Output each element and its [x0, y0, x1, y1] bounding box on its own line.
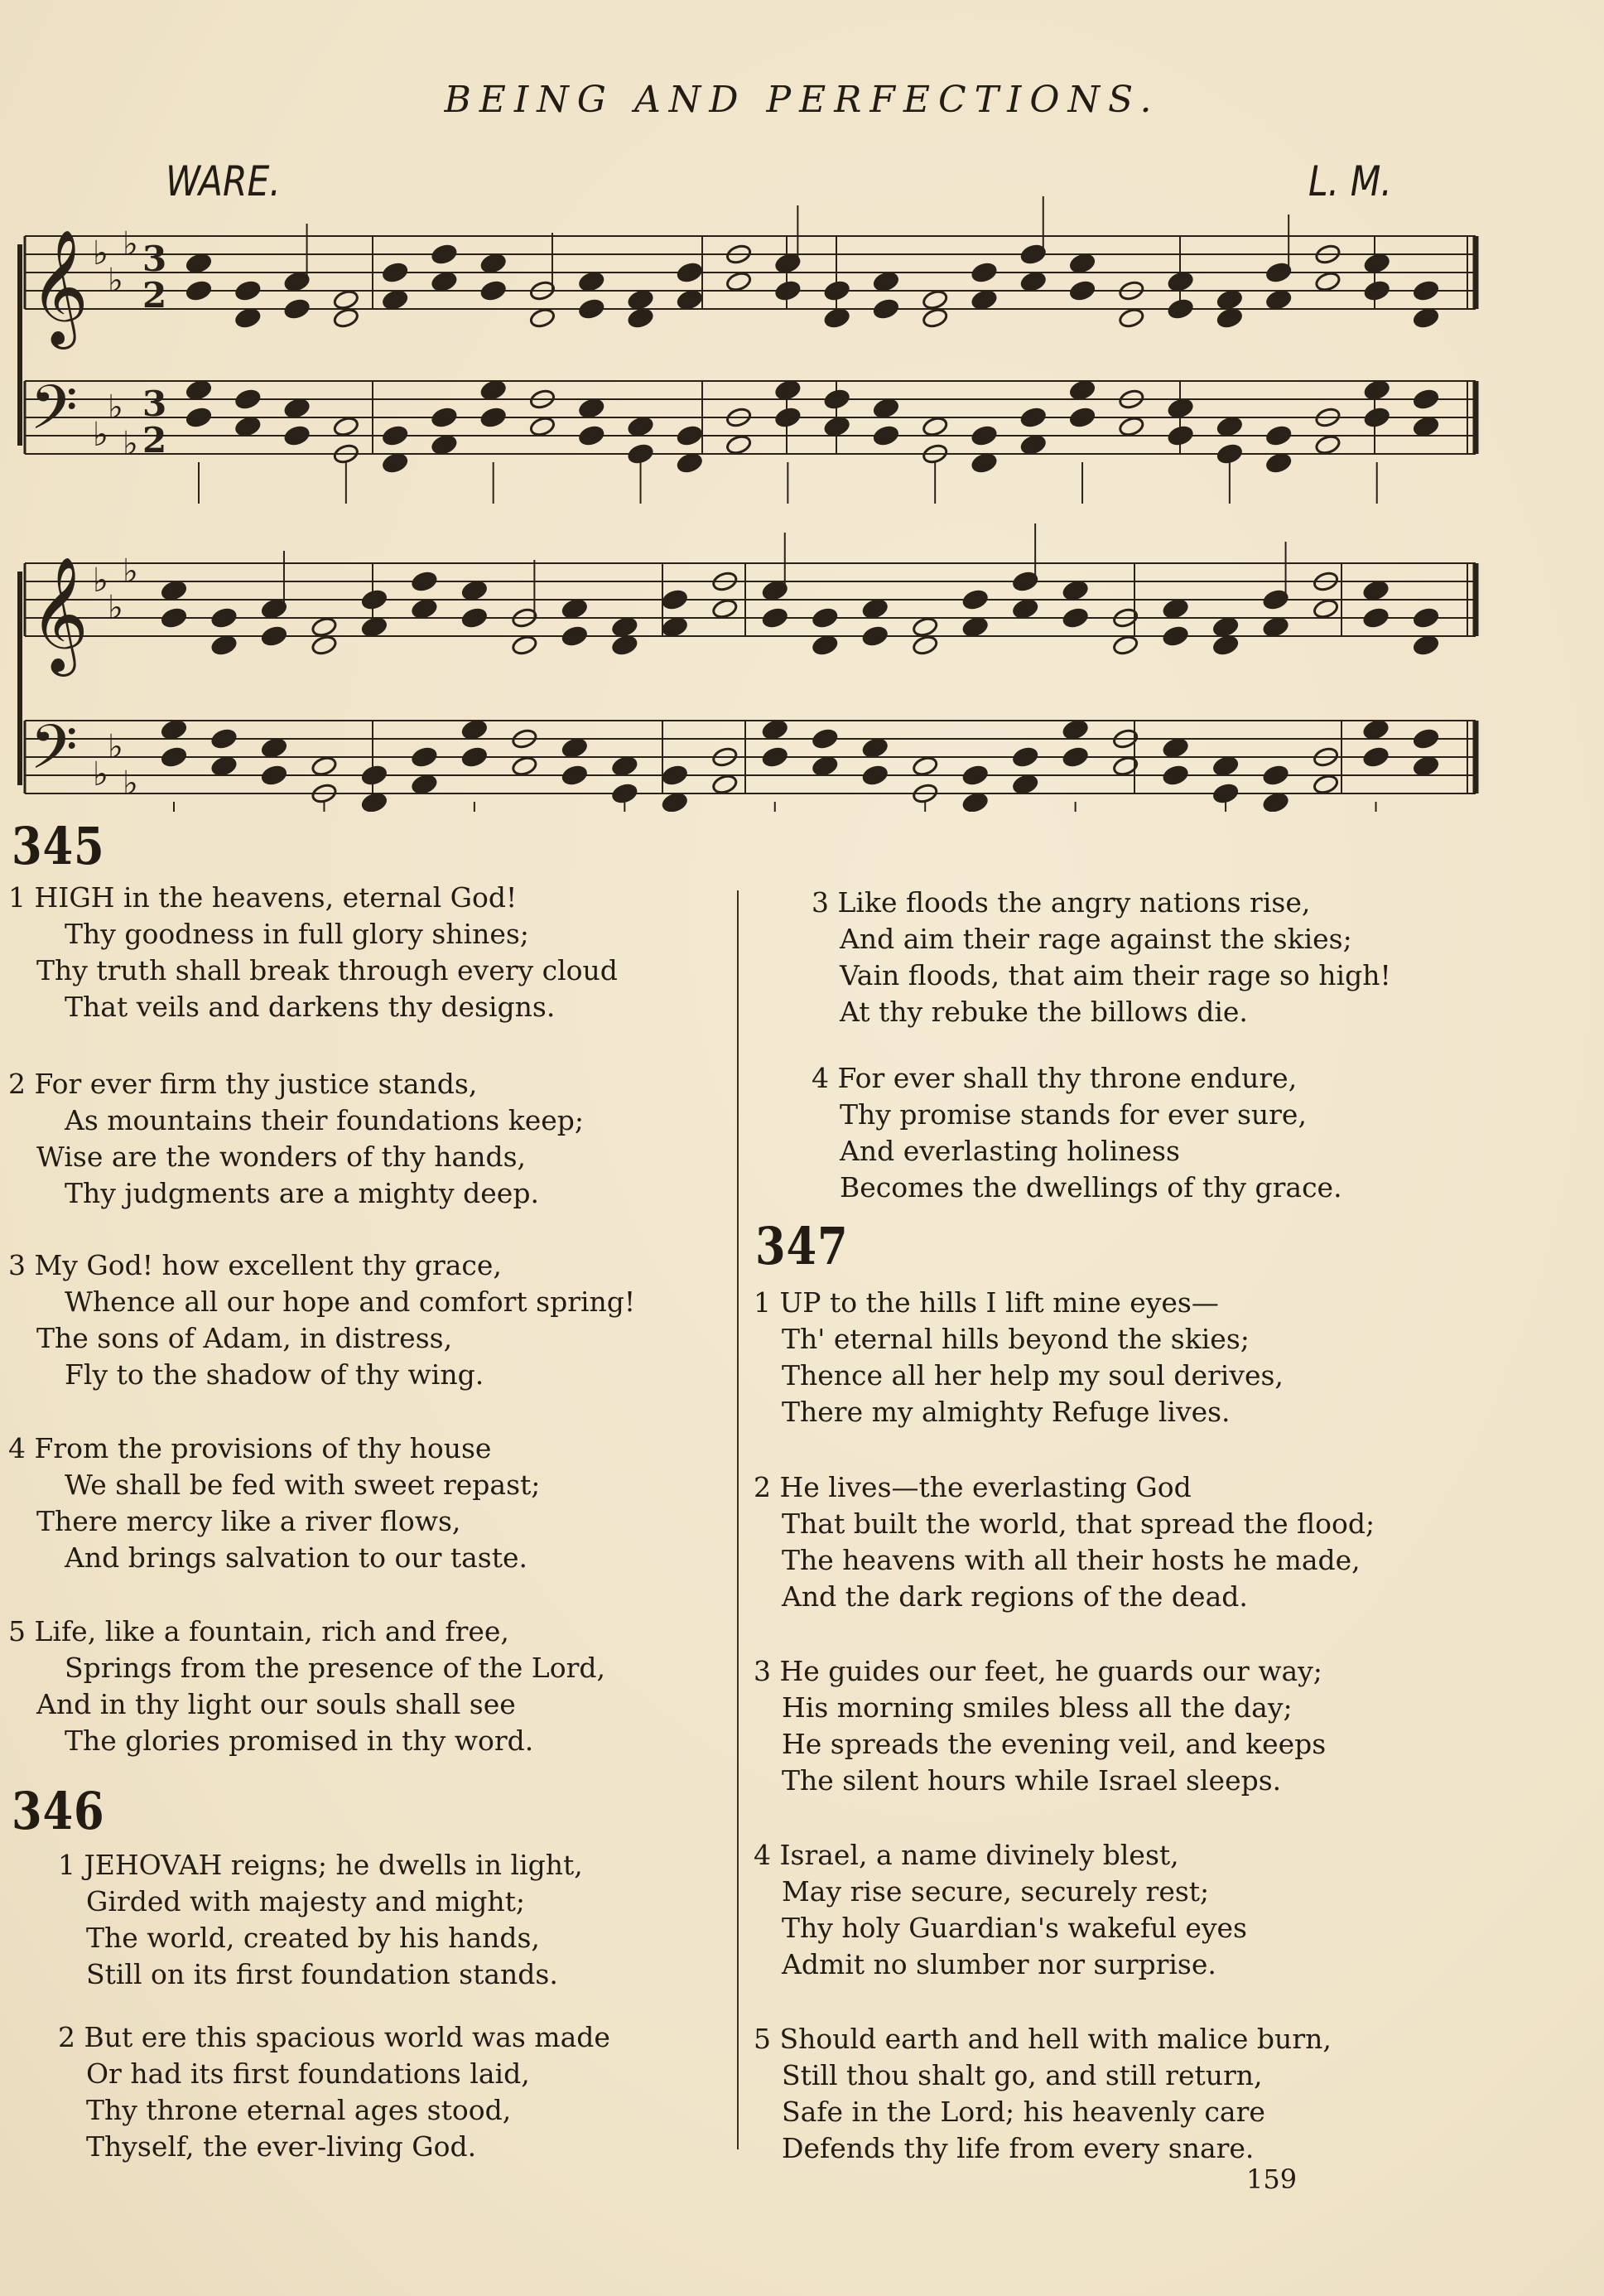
- treble-clef-icon: 𝄞: [30, 557, 89, 672]
- note-head: [1212, 634, 1239, 656]
- hymn-number-346: 346: [12, 1781, 105, 1841]
- stanza-number: 4: [8, 1432, 26, 1464]
- stanza-line: He lives—the everlasting God: [779, 1471, 1192, 1503]
- stanza-line: Thy truth shall break through every cloud: [36, 954, 618, 986]
- stanza-line: He guides our feet, he guards our way;: [779, 1655, 1322, 1687]
- flat-icon: ♭: [123, 552, 138, 591]
- note-head: [1162, 598, 1188, 620]
- hymn-number-345: 345: [12, 816, 105, 876]
- note-head: [479, 407, 506, 428]
- note-head: [1363, 280, 1390, 301]
- note-head: [333, 289, 359, 311]
- note-head: [922, 289, 948, 311]
- stanza-line: At thy rebuke the billows die.: [840, 996, 1248, 1028]
- note-head: [1162, 765, 1188, 786]
- stanza-line: Wise are the wonders of thy hands,: [36, 1141, 527, 1173]
- note-head: [823, 307, 850, 329]
- stanza-line: The heavens with all their hosts he made,: [782, 1544, 1361, 1576]
- note-head: [1062, 746, 1088, 768]
- note-head: [578, 425, 605, 446]
- note-head: [234, 280, 261, 301]
- stanza: [8, 1066, 584, 1212]
- note-head: [1167, 425, 1193, 446]
- stanza-line: As mountains their foundations keep;: [65, 1104, 584, 1136]
- note-head: [1012, 746, 1038, 768]
- flat-icon: ♭: [108, 262, 123, 300]
- note-head: [762, 607, 788, 629]
- note-head: [1162, 737, 1188, 759]
- note-head: [1069, 379, 1096, 401]
- stanza-line: Israel, a name divinely blest,: [779, 1839, 1179, 1871]
- note-head: [1413, 307, 1439, 329]
- stanza-line: That built the world, that spread the flood;: [782, 1507, 1375, 1540]
- note-head: [431, 271, 457, 292]
- flat-icon: ♭: [123, 225, 138, 263]
- stanza-line: Thence all her help my soul derives,: [782, 1359, 1284, 1392]
- stanza-line: UP to the hills I lift mine eyes—: [779, 1286, 1219, 1319]
- note-head: [662, 589, 688, 610]
- note-head: [971, 262, 997, 283]
- note-head: [411, 598, 437, 620]
- note-head: [461, 746, 488, 768]
- note-head: [1362, 580, 1389, 601]
- note-head: [823, 388, 850, 410]
- stanza-line: And brings salvation to our taste.: [65, 1541, 528, 1574]
- note-head: [662, 792, 688, 812]
- note-head: [161, 607, 187, 629]
- stanza-line: And aim their rage against the skies;: [840, 923, 1352, 955]
- stanza-line: Thy holy Guardian's wakeful eyes: [782, 1912, 1247, 1944]
- stanza-line: Thy judgments are a mighty deep.: [65, 1177, 539, 1209]
- time-signature-top: 3: [142, 383, 167, 424]
- flat-icon: ♭: [108, 728, 123, 766]
- stanza-line: Springs from the presence of the Lord,: [65, 1652, 605, 1684]
- note-head: [611, 616, 638, 638]
- stanza: [8, 1613, 605, 1759]
- stanza-line: The glories promised in thy word.: [65, 1724, 534, 1757]
- note-head: [1265, 289, 1292, 311]
- note-head: [1313, 774, 1339, 795]
- note-head: [873, 425, 899, 446]
- stanza: [754, 1469, 1375, 1615]
- stanza-line: For ever shall thy throne endure,: [837, 1062, 1298, 1094]
- note-head: [1118, 307, 1144, 329]
- note-head: [1069, 253, 1096, 274]
- note-head: [611, 783, 638, 804]
- note-head: [411, 571, 437, 592]
- note-head: [774, 407, 801, 428]
- note-head: [461, 580, 488, 601]
- stanza-line: Defends thy life from every snare.: [782, 2132, 1255, 2164]
- note-head: [1413, 416, 1439, 437]
- stanza-line: His morning smiles bless all the day;: [782, 1691, 1293, 1724]
- stanza-line: The world, created by his hands,: [86, 1922, 540, 1954]
- page-number: 159: [1246, 2163, 1298, 2195]
- flat-icon: ♭: [108, 589, 123, 627]
- stanza-number: 5: [754, 2023, 771, 2055]
- flat-icon: ♭: [93, 234, 108, 273]
- note-head: [861, 625, 888, 647]
- note-head: [774, 280, 801, 301]
- flat-icon: ♭: [93, 416, 108, 454]
- stanza-number: 2: [754, 1471, 771, 1503]
- note-head: [185, 379, 212, 401]
- note-head: [283, 425, 310, 446]
- note-head: [1062, 580, 1088, 601]
- note-head: [382, 425, 408, 446]
- note-head: [210, 634, 237, 656]
- note-head: [725, 271, 752, 292]
- stanza: [754, 1285, 1284, 1430]
- note-head: [961, 616, 988, 638]
- note-head: [1313, 598, 1339, 620]
- note-head: [1162, 625, 1188, 647]
- note-head: [611, 634, 638, 656]
- stanza-line: For ever firm thy justice stands,: [34, 1068, 478, 1100]
- note-head: [234, 388, 261, 410]
- note-head: [561, 598, 588, 620]
- stanza: [8, 1430, 540, 1576]
- stanza-line: And in thy light our souls shall see: [36, 1688, 516, 1720]
- flat-icon: ♭: [108, 388, 123, 427]
- note-head: [479, 253, 506, 274]
- column-divider: [737, 890, 739, 2149]
- stanza-line: Thy throne eternal ages stood,: [86, 2094, 512, 2126]
- note-head: [431, 244, 457, 265]
- stanza-line: Admit no slumber nor surprise.: [782, 1948, 1216, 1980]
- stanza-line: He spreads the evening veil, and keeps: [782, 1728, 1327, 1760]
- stanza-line: And everlasting holiness: [840, 1135, 1180, 1167]
- note-head: [1314, 271, 1341, 292]
- stanza: [754, 2021, 1332, 2167]
- note-head: [161, 719, 187, 740]
- stanza-line: Th' eternal hills beyond the skies;: [782, 1323, 1250, 1355]
- note-head: [561, 737, 588, 759]
- note-head: [511, 634, 537, 656]
- stanza-line: Becomes the dwellings of thy grace.: [840, 1171, 1342, 1203]
- page-header: BEING AND PERFECTIONS.: [444, 79, 1160, 121]
- music-score: [0, 0, 1604, 812]
- note-head: [812, 634, 838, 656]
- stanza-number: 3: [812, 886, 829, 919]
- note-head: [861, 737, 888, 759]
- note-head: [333, 307, 359, 329]
- note-head: [711, 598, 738, 620]
- note-head: [185, 407, 212, 428]
- stanza-line: HIGH in the heavens, eternal God!: [34, 881, 518, 914]
- note-head: [1212, 783, 1239, 804]
- note-head: [461, 607, 488, 629]
- stanza: [754, 1837, 1247, 1983]
- note-head: [823, 280, 850, 301]
- note-head: [725, 434, 752, 456]
- hymn-number-347: 347: [755, 1216, 849, 1276]
- time-signature-bottom: 2: [142, 420, 167, 461]
- stanza-number: 2: [8, 1068, 26, 1100]
- note-head: [662, 616, 688, 638]
- note-head: [1363, 407, 1390, 428]
- note-head: [333, 416, 359, 437]
- note-head: [922, 416, 948, 437]
- bass-clef-icon: 𝄢: [30, 372, 78, 459]
- note-head: [774, 379, 801, 401]
- note-head: [1314, 434, 1341, 456]
- note-head: [1362, 607, 1389, 629]
- stanza-line: Thy promise stands for ever sure,: [840, 1098, 1307, 1131]
- stanza-line: The sons of Adam, in distress,: [36, 1322, 453, 1354]
- note-head: [762, 719, 788, 740]
- note-head: [234, 307, 261, 329]
- note-head: [873, 398, 899, 419]
- note-head: [1413, 388, 1439, 410]
- stanza-line: We shall be fed with sweet repast;: [65, 1469, 541, 1501]
- note-head: [382, 262, 408, 283]
- stanza-line: Fly to the shadow of thy wing.: [65, 1358, 484, 1391]
- stanza-number: 3: [8, 1249, 26, 1281]
- note-head: [627, 443, 653, 465]
- stanza-line: Life, like a fountain, rich and free,: [34, 1615, 509, 1647]
- note-head: [261, 765, 287, 786]
- stanza-line: JEHOVAH reigns; he dwells in light,: [84, 1849, 583, 1881]
- note-head: [1216, 416, 1243, 437]
- note-head: [677, 262, 703, 283]
- note-head: [361, 589, 388, 610]
- note-head: [627, 416, 653, 437]
- note-head: [578, 298, 605, 320]
- note-head: [823, 416, 850, 437]
- stanza-number: 1: [58, 1849, 75, 1881]
- stanza: [8, 880, 618, 1025]
- note-head: [578, 398, 605, 419]
- note-head: [185, 253, 212, 274]
- stanza-line: There my almighty Refuge lives.: [782, 1396, 1231, 1428]
- stanza-line: But ere this spacious world was made: [84, 2021, 610, 2053]
- stanza: [812, 1060, 1342, 1206]
- note-head: [861, 765, 888, 786]
- note-head: [1216, 443, 1243, 465]
- note-head: [361, 765, 388, 786]
- note-head: [1262, 792, 1288, 812]
- note-head: [161, 580, 187, 601]
- note-head: [1062, 719, 1088, 740]
- stanza-number: 2: [58, 2021, 75, 2053]
- note-head: [912, 634, 938, 656]
- note-head: [1167, 398, 1193, 419]
- note-head: [479, 379, 506, 401]
- note-head: [1012, 598, 1038, 620]
- note-head: [711, 774, 738, 795]
- note-head: [431, 434, 457, 456]
- note-head: [1212, 616, 1239, 638]
- stanza-line: Still on its first foundation stands.: [86, 1958, 558, 1990]
- note-head: [971, 289, 997, 311]
- bass-clef-icon: 𝄢: [30, 711, 78, 798]
- stanza-line: From the provisions of thy house: [34, 1432, 492, 1464]
- note-head: [961, 792, 988, 812]
- note-head: [311, 755, 337, 777]
- note-head: [210, 755, 237, 777]
- note-head: [677, 452, 703, 474]
- note-head: [812, 728, 838, 750]
- stanza-line: Girded with majesty and might;: [86, 1885, 525, 1917]
- stanza: [8, 1247, 635, 1393]
- stanza-line: There mercy like a river flows,: [36, 1505, 461, 1537]
- note-head: [1212, 755, 1239, 777]
- note-head: [1265, 425, 1292, 446]
- stanza-number: 4: [754, 1839, 771, 1871]
- note-head: [971, 452, 997, 474]
- note-head: [431, 407, 457, 428]
- note-head: [1112, 634, 1139, 656]
- note-head: [1012, 774, 1038, 795]
- stanza-line: That veils and darkens thy designs.: [65, 991, 556, 1023]
- flat-icon: ♭: [123, 425, 138, 463]
- flat-icon: ♭: [93, 755, 108, 793]
- note-head: [529, 416, 556, 437]
- stanza-line: Thy goodness in full glory shines;: [65, 918, 529, 950]
- stanza: [58, 1847, 583, 1993]
- stanza-line: Whence all our hope and comfort spring!: [65, 1285, 636, 1318]
- note-head: [161, 746, 187, 768]
- stanza-line: And the dark regions of the dead.: [782, 1580, 1248, 1613]
- tune-name: WARE.: [166, 157, 281, 205]
- time-signature-top: 3: [142, 239, 167, 279]
- note-head: [1262, 616, 1288, 638]
- note-head: [1020, 434, 1047, 456]
- note-head: [812, 755, 838, 777]
- note-head: [627, 289, 653, 311]
- note-head: [1216, 289, 1243, 311]
- note-head: [210, 607, 237, 629]
- note-head: [185, 280, 212, 301]
- note-head: [1413, 755, 1439, 777]
- stanza-line: Or had its first foundations laid,: [86, 2057, 530, 2090]
- note-head: [662, 765, 688, 786]
- note-head: [1262, 765, 1288, 786]
- stanza-line: May rise secure, securely rest;: [782, 1875, 1210, 1908]
- flat-icon: ♭: [123, 765, 138, 803]
- stanza-line: Vain floods, that aim their rage so high!: [840, 959, 1391, 991]
- note-head: [922, 307, 948, 329]
- stanza-line: Safe in the Lord; his heavenly care: [782, 2096, 1265, 2128]
- note-head: [561, 765, 588, 786]
- stanza-line: Like floods the angry nations rise,: [837, 886, 1311, 919]
- note-head: [912, 755, 938, 777]
- note-head: [1020, 271, 1047, 292]
- note-head: [611, 755, 638, 777]
- note-head: [261, 625, 287, 647]
- note-head: [677, 289, 703, 311]
- note-head: [961, 765, 988, 786]
- note-head: [1118, 416, 1144, 437]
- note-head: [1167, 298, 1193, 320]
- note-head: [361, 616, 388, 638]
- note-head: [561, 625, 588, 647]
- note-head: [1413, 280, 1439, 301]
- note-head: [677, 425, 703, 446]
- note-head: [578, 271, 605, 292]
- note-head: [1413, 728, 1439, 750]
- note-head: [762, 746, 788, 768]
- note-head: [461, 719, 488, 740]
- note-head: [1069, 280, 1096, 301]
- note-head: [1413, 607, 1439, 629]
- note-head: [1363, 379, 1390, 401]
- note-head: [283, 398, 310, 419]
- note-head: [861, 598, 888, 620]
- note-head: [382, 289, 408, 311]
- note-head: [812, 607, 838, 629]
- stanza-line: Should earth and hell with malice burn,: [779, 2023, 1332, 2055]
- note-head: [529, 307, 556, 329]
- note-head: [912, 616, 938, 638]
- note-head: [311, 616, 337, 638]
- note-head: [961, 589, 988, 610]
- stanza: [812, 885, 1391, 1030]
- note-head: [627, 307, 653, 329]
- stanza-number: 5: [8, 1615, 26, 1647]
- note-head: [283, 298, 310, 320]
- note-head: [1265, 452, 1292, 474]
- note-head: [361, 792, 388, 812]
- note-head: [873, 271, 899, 292]
- note-head: [1069, 407, 1096, 428]
- note-head: [1362, 719, 1389, 740]
- stanza-number: 4: [812, 1062, 829, 1094]
- stanza-line: Thyself, the ever-living God.: [86, 2130, 477, 2163]
- note-head: [479, 280, 506, 301]
- stanza-number: 1: [754, 1286, 771, 1319]
- flat-icon: ♭: [93, 562, 108, 600]
- note-head: [1062, 607, 1088, 629]
- note-head: [971, 425, 997, 446]
- note-head: [1363, 253, 1390, 274]
- stanza-number: 3: [754, 1655, 771, 1687]
- note-head: [234, 416, 261, 437]
- note-head: [511, 755, 537, 777]
- note-head: [311, 634, 337, 656]
- note-head: [1413, 634, 1439, 656]
- note-head: [1362, 746, 1389, 768]
- note-head: [411, 774, 437, 795]
- tune-meter: L. M.: [1308, 157, 1392, 205]
- note-head: [1167, 271, 1193, 292]
- stanza-line: My God! how excellent thy grace,: [34, 1249, 502, 1281]
- treble-clef-icon: 𝄞: [30, 229, 89, 345]
- note-head: [1216, 307, 1243, 329]
- note-head: [411, 746, 437, 768]
- note-head: [873, 298, 899, 320]
- stanza-line: Still thou shalt go, and still return,: [782, 2059, 1263, 2091]
- time-signature-bottom: 2: [142, 275, 167, 316]
- stanza: [58, 2019, 610, 2165]
- stanza: [754, 1653, 1326, 1799]
- stanza-number: 1: [8, 881, 26, 914]
- note-head: [210, 728, 237, 750]
- stanza-line: The silent hours while Israel sleeps.: [782, 1764, 1282, 1797]
- note-head: [1020, 407, 1047, 428]
- note-head: [382, 452, 408, 474]
- note-head: [261, 737, 287, 759]
